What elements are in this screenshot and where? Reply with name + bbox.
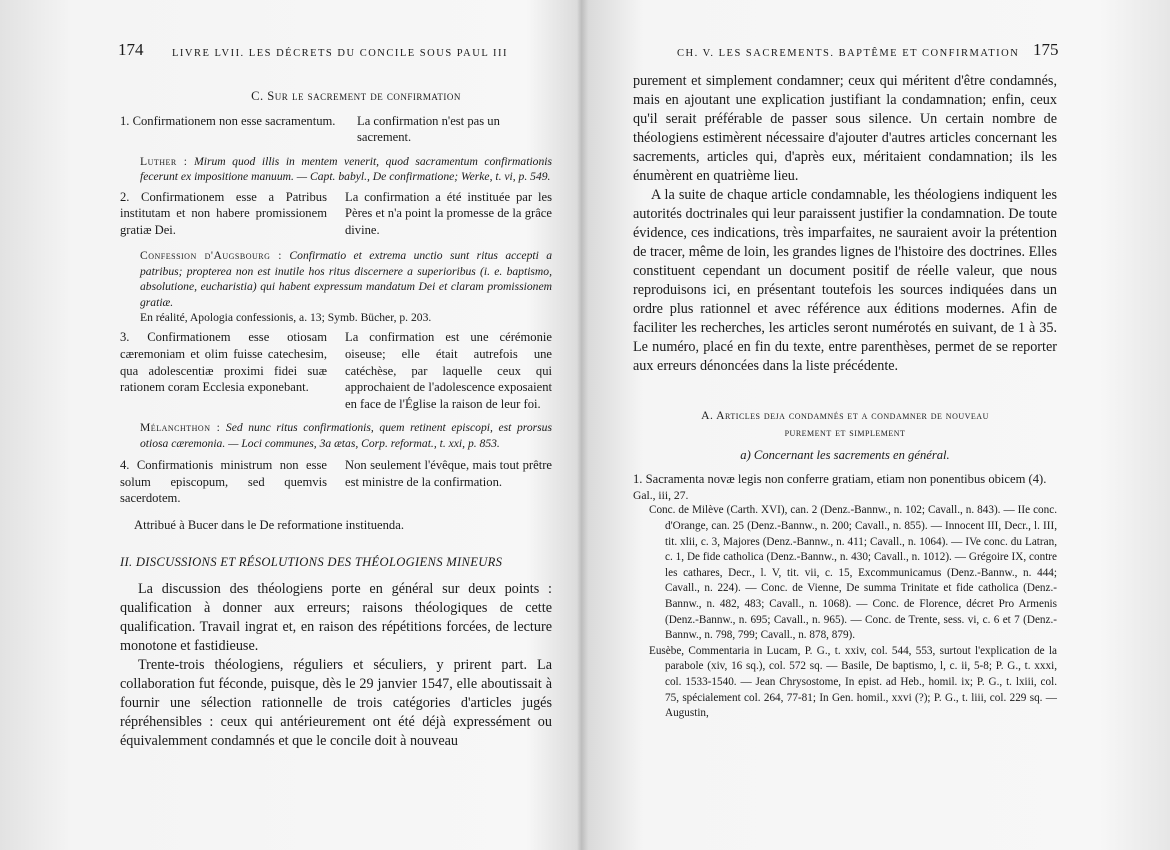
augsbourg-reference: En réalité, Apologia confessionis, a. 13; Symb. Bücher, p. 203. [140, 311, 432, 324]
melanchthon-text: Sed nunc ritus confirmationis, quem retinent episcopi, est prorsus otiosa cæremonia. — Loci communes, 3a ætas, Corp. reformat., t. xxi, p. 853. [140, 421, 552, 450]
author-luther: Luther : [140, 154, 188, 168]
article-2 [120, 189, 552, 239]
augsbourg-quote [140, 248, 552, 310]
article-1 [120, 113, 552, 146]
subsection-heading-a: a) Concernant les sacrements en général. [740, 447, 950, 462]
page-number-right: 175 [1033, 40, 1059, 59]
article-3 [120, 329, 552, 412]
article-2-french: La confirmation a été instituée par les Pères et n'a point la promesse de la grâce divine. [345, 189, 552, 237]
article-1-sacramenta: 1. Sacramenta novæ legis non conferre gratiam, etiam non ponentibus obicem (4). [633, 472, 1047, 487]
running-head: LIVRE LVII. LES DÉCRETS DU CONCILE SOUS PAUL III [172, 48, 508, 59]
right-paragraph-1: purement et simplement condamner; ceux qui méritent d'être condamnés, mais en ajoutant une explication justifiant la condamnation; enfin, ceux qu'il serait préférable de passer sous silence. Un certain nombre de théologiens estimèrent nécessaire d'ajouter d'autres articles concernant les sacrements, articles qui, d'après eux, méritaient condamnation; ils les énumèrent en quatrième lieu. [633, 73, 1057, 184]
section-heading-c: C. Sur le sacrement de confirmation [251, 89, 461, 103]
running-head-right: CH. V. LES SACREMENTS. BAPTÊME ET CONFIRMATION [677, 48, 1020, 59]
author-melanchthon: Mélanchthon : [140, 421, 221, 435]
melanchthon-quote [140, 420, 552, 451]
section-heading-a: A. Articles deja condamnés et a condamner de nouveau [701, 409, 989, 422]
article-3-french: La confirmation est une cérémonie oiseuse; elle était autrefois une catéchèse, par laquelle ceux qui approchaient de l'adolescence exposaient en face de l'Église la raison de leur foi. [345, 330, 552, 411]
left-text-column [120, 88, 552, 751]
left-paragraph-1: La discussion des théologiens porte en général sur deux points : qualification à donner aux erreurs; raisons théologiques de cette qualification. Travail ingrat et, en raison des répétitions forcées, de lecture monotone et fastidieuse. [120, 581, 552, 655]
author-augsbourg: Confession d'Augsbourg : [140, 249, 283, 263]
section-heading-ii: II. DISCUSSIONS ET RÉSOLUTIONS DES THÉOLOGIENS MINEURS [120, 554, 503, 569]
right-page [585, 0, 1170, 850]
reference-fathers: Eusèbe, Commentaria in Lucam, P. G., t. xxiv, col. 544, 553, surtout l'explication de la parabole (xiv, 16 sq.), col. 572 sq. — Basile, De baptismo, l, c. ii, 5-8; P. G., t. xxxi, col. 1533-1540. — Jean Chrysostome, In epist. ad Heb., homil. ix; P. G., t. lxiii, col. 75, spécialement col. 264, 77-81; In Gen. homil., xxvi (?); P. G., t. liii, col. 229 sq. — Augustin, [649, 644, 1057, 720]
article-4-french: Non seulement l'évêque, mais tout prêtre est ministre de la confirmation. [345, 458, 552, 489]
bucer-attribution: Attribué à Bucer dans le De reformatione instituenda. [134, 517, 404, 532]
article-2-latin: 2. Confirmationem esse a Patribus institutam et non habere promissionem gratiæ Dei. [120, 189, 327, 237]
left-paragraph-2: Trente-trois théologiens, réguliers et séculiers, y prirent part. La collaboration fut féconde, puisque, dès le 29 janvier 1547, elle aboutissait à fournir une sélection rationnelle de trois catégories d'articles jugés répréhensibles : ceux qui antérieurement ont été déjà expressément ou équivalemment condamnés et que le concile doit à nouveau [120, 657, 552, 750]
article-1-latin: 1. Confirmationem non esse sacramentum. [120, 113, 336, 128]
right-paragraph-2: A la suite de chaque article condamnable, les théologiens indiquent les autorités doctrinales qui leur paraissent justifier la condamnation. De toute évidence, ces indications, très imparfaites, ne sauraient avoir la prétention de tracer, même de loin, les grandes lignes de l'histoire des doctrines. Elles constituent cependant un document positif de réelle valeur, que nous reproduisons ici, en présentant toutefois les sources indiquées dans un ordre plus rationnel et avec référence aux éditions modernes. Afin de faciliter les recherches, les articles seront numérotés en suivant, de 1 à 35. Le numéro, placé en fin du texte, entre parenthèses, permet de se reporter aux erreurs dénoncées dans la liste précédente. [633, 187, 1057, 374]
article-1-french: La confirmation n'est pas un sacrement. [357, 113, 500, 145]
article-4 [120, 457, 552, 507]
reference-councils: Conc. de Milève (Carth. XVI), can. 2 (Denz.-Bannw., n. 102; Cavall., n. 843). — IIe conc. d'Orange, can. 25 (Denz.-Bannw., n. 200; Cavall., n. 855). — Innocent III, Decr., l. III, tit. xlii, c. 3, Majores (Denz.-Bannw., n. 411; Cavall., n. 1064). — IVe conc. du Latran, c. 1, De fide catholica (Denz.-Bannw., n. 430; Cavall., n. 1012). — Grégoire IX, contre les cathares, Decr., l. V, tit. vii, c. 15, Excommunicamus (Denz.-Bannw., n. 444; Cavall., n. 224). — Conc. de Vienne, De summa Trinitate et fide catholica (Denz.-Bannw., n. 482, 483; Cavall., n. 1068). — Conc. de Florence, décret Pro Armenis (Denz.-Bannw., n. 695; Cavall., n. 965). — Conc. de Trente, sess. vi, c. 6 et 7 (Denz.-Bannw., n. 798, 799; Cavall., n. 878, 879). [649, 504, 1057, 642]
luther-text: Mirum quod illis in mentem venerit, quod sacramentum confirmationis fecerunt ex impositione manuum. — Capt. babyl., De confirmatione; Werke, t. vi, p. 549. [140, 154, 552, 184]
augsbourg-text: Confirmatio et extrema unctio sunt ritus accepti a patribus; propterea non est inutile hos ritus discernere a superioribus (i. e. baptismo, absolutione, eucharistia) qui habent expressum mandatum Dei et claram promissionem gratiæ. [140, 249, 553, 309]
section-heading-a-line2: purement et simplement [784, 426, 906, 440]
luther-quote [140, 154, 552, 185]
page-number: 174 [118, 40, 144, 59]
article-3-latin: 3. Confirmationem esse otiosam cæremoniam et olim fuisse catechesim, qua adolescentiæ proximi fidei suæ rationem coram Ecclesia exponebant. [120, 330, 327, 395]
right-text-column [633, 72, 1057, 722]
article-4-latin: 4. Confirmationis ministrum non esse solum episcopum, sed quemvis sacerdotem. [120, 458, 327, 506]
reference-galates: Gal., iii, 27. [633, 489, 689, 502]
